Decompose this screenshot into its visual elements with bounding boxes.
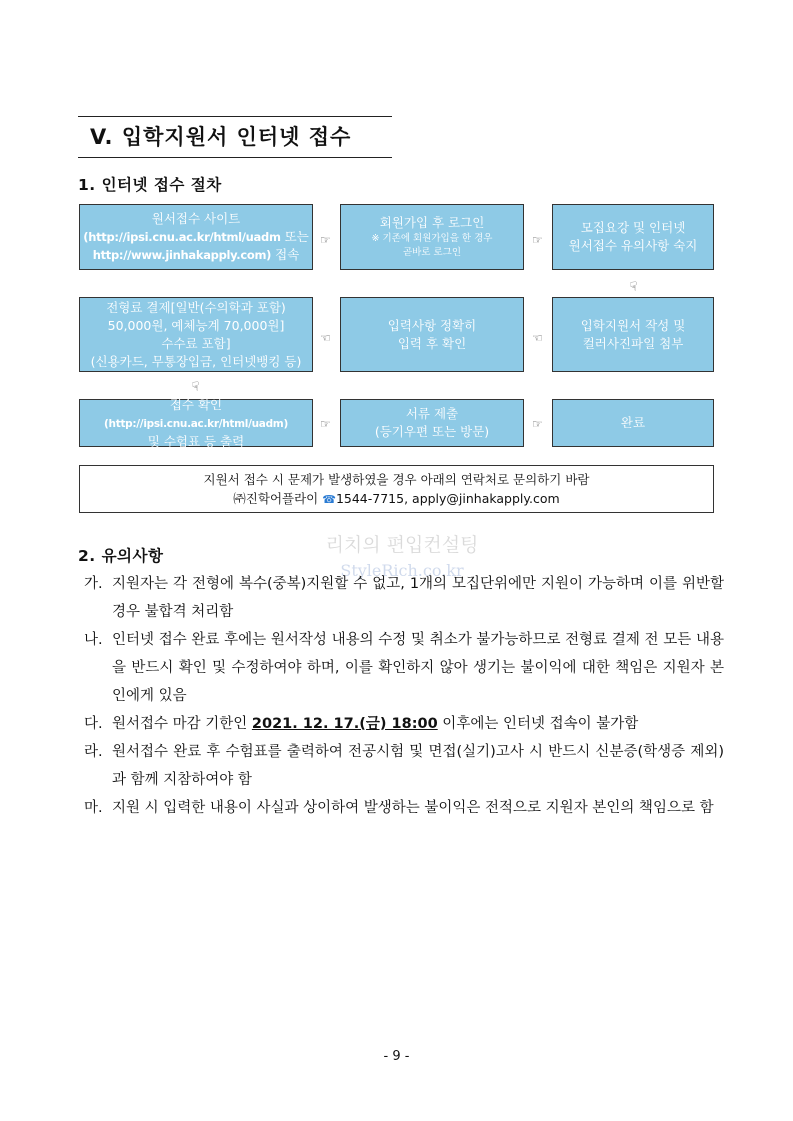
step-label: 모집요강 및 인터넷: [580, 220, 686, 235]
step-text: 또는: [280, 229, 309, 244]
step-label: 완료: [620, 415, 646, 430]
pointing-right-icon: ☞: [320, 417, 331, 431]
step-submit-documents: [340, 399, 524, 447]
item-text-part: 원서접수 마감 기한인: [112, 716, 252, 732]
step-text: 접수 확인: [169, 396, 223, 412]
step-text: 접속: [271, 247, 300, 262]
section-title: V. 입학지원서 인터넷 접수: [78, 116, 392, 158]
step-note: 곧바로 로그인: [402, 247, 462, 258]
item-marker: 나.: [84, 632, 103, 648]
step-print-ticket: [79, 396, 313, 449]
watermark-text: 리치의 편입컨설팅: [325, 534, 479, 556]
notes-title: 2. 유의사항: [78, 547, 164, 565]
step-site-access: [79, 204, 313, 270]
step-label: (등기우편 또는 방문): [374, 424, 490, 439]
item-text: 인터넷 접수 완료 후에는 원서작성 내용의 수정 및 취소가 불가능하므로 전형료 결제 전 모든 내용을 반드시 확인 및 수정하여야 하며, 이를 확인하지 않아 생기는 불이익에 대한 책임은 지원자 본인에게 있음: [112, 632, 724, 704]
pointing-down-icon: ☞: [188, 380, 203, 392]
watermark-site: StyleRich.co.kr: [340, 561, 464, 580]
list-item: [84, 570, 724, 626]
step-label: 원서접수 사이트: [151, 211, 241, 226]
step-label: 회원가입 후 로그인: [379, 215, 485, 230]
page-number: - 9 -: [383, 1049, 410, 1064]
pointing-right-icon: ☞: [532, 417, 543, 431]
item-text: 지원자는 각 전형에 복수(중복)지원할 수 없고, 1개의 모집단위에만 지원이 가능하며 이를 위반할 경우 불합격 처리함: [112, 576, 724, 620]
admission-site-link[interactable]: (http://ipsi.cnu.ac.kr/html/uadm: [83, 230, 281, 244]
deadline-date: 2021. 12. 17.(금) 18:00: [251, 716, 438, 732]
pointing-left-icon: ☞: [320, 331, 331, 345]
contact-instruction: 지원서 접수 시 문제가 발생하였을 경우 아래의 연락처로 문의하기 바람: [203, 472, 590, 487]
step-label: 수수료 포함]: [161, 335, 231, 351]
step-label: 원서접수 유의사항 숙지: [568, 238, 698, 253]
step-complete: [552, 399, 714, 447]
step-label: 입학지원서 작성 및: [580, 317, 686, 333]
step-label: 컬러사진파일 첨부: [582, 335, 684, 351]
list-item: [84, 794, 724, 822]
pointing-right-icon: ☞: [532, 233, 543, 247]
pointing-down-icon: ☞: [626, 280, 641, 292]
item-marker: 마.: [84, 800, 103, 816]
item-text: 원서접수 완료 후 수험표를 출력하여 전공시험 및 면접(실기)고사 시 반드시 신분증(학생증 제외)과 함께 지참하여야 함: [112, 744, 724, 788]
step-read-guidelines: [552, 204, 714, 270]
admission-check-link[interactable]: (http://ipsi.cnu.ac.kr/html/uadm): [104, 417, 288, 430]
notes-list: [84, 570, 724, 822]
item-text: [112, 710, 724, 738]
contact-box: [79, 465, 714, 513]
step-note: ※ 기존에 회원가입을 한 경우: [371, 233, 493, 244]
item-marker: 라.: [84, 744, 103, 760]
step-write-application: [552, 297, 714, 372]
pointing-left-icon: ☞: [532, 331, 543, 345]
phone-icon: ☎: [322, 493, 336, 506]
step-label: (신용카드, 무통장입금, 인터넷뱅킹 등): [90, 353, 302, 369]
step-label: 입력 후 확인: [397, 335, 467, 351]
step-payment: [79, 297, 313, 372]
step-label: 50,000원, 예체능계 70,000원]: [107, 317, 285, 333]
step-label: 입력사항 정확히: [387, 317, 477, 333]
item-text-part: 이후에는 인터넷 접속이 불가함: [437, 716, 639, 732]
item-marker: 가.: [84, 576, 103, 592]
step-label: 서류 제출: [405, 406, 459, 421]
step-label: 전형료 결제[일반(수의학과 포함): [106, 299, 286, 315]
item-marker: 다.: [84, 716, 103, 732]
step-verify-input: [340, 297, 524, 372]
jinhakapply-site-link[interactable]: http://www.jinhakapply.com): [92, 248, 272, 262]
item-text: 지원 시 입력한 내용이 사실과 상이하여 발생하는 불이익은 전적으로 지원자 본인의 책임으로 함: [112, 800, 714, 816]
step-label: 및 수험표 등 출력: [147, 433, 245, 449]
list-item: [84, 710, 724, 738]
list-item: [84, 738, 724, 794]
pointing-right-icon: ☞: [320, 233, 331, 247]
procedure-title: 1. 인터넷 접수 절차: [78, 176, 222, 194]
contact-email[interactable]: apply@jinhakapply.com: [412, 491, 560, 506]
contact-phone: 1544-7715,: [335, 491, 409, 506]
step-login: [340, 204, 524, 270]
contact-company: ㈜진학어플라이: [233, 491, 319, 506]
list-item: [84, 626, 724, 710]
